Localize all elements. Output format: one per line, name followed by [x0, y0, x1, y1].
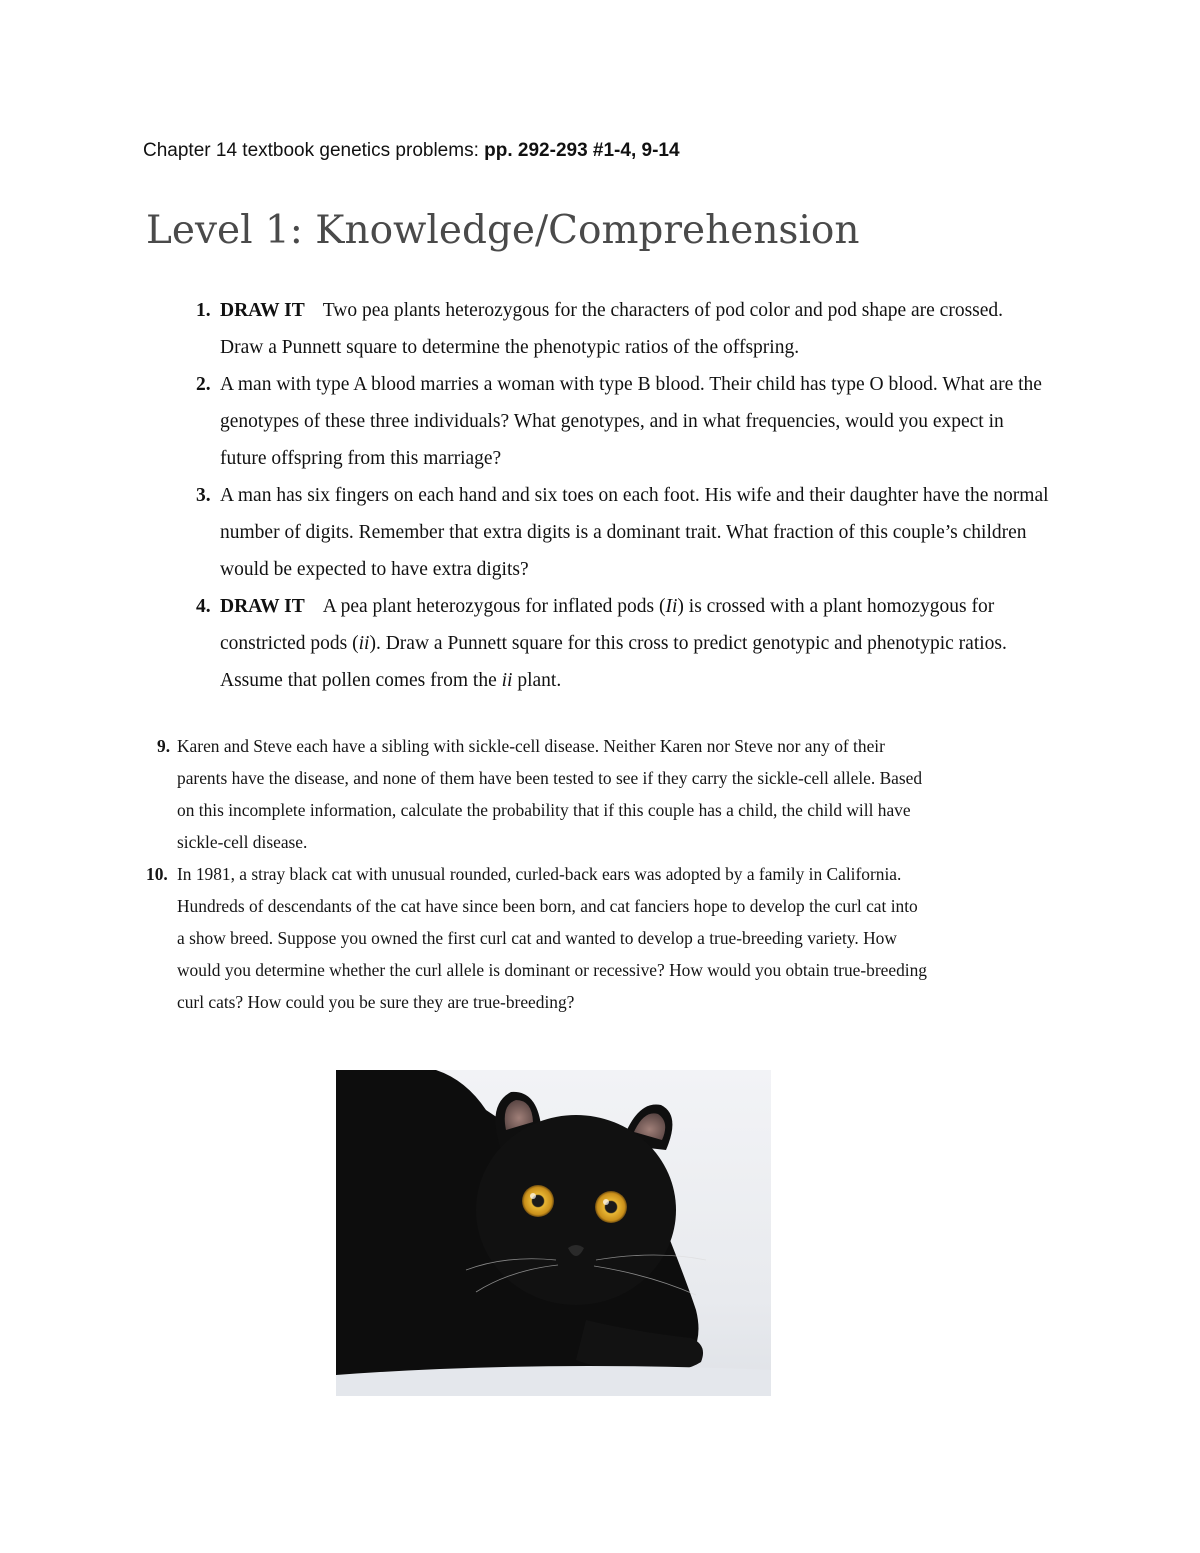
question-number: 1.	[196, 300, 211, 321]
question-3	[0, 477, 1050, 588]
assignment-header	[143, 140, 680, 162]
curl-cat-icon	[336, 1070, 771, 1396]
genotype-label: ii	[501, 670, 513, 691]
question-text: In 1981, a stray black cat with unusual rounded, curled-back ears was adopted by a family in California. Hundreds of descendants of the cat have since been born, and cat fanciers hope to develop the curl cat into a show breed. Suppose you owned the first curl cat and wanted to develop a true-breeding variety. How would you determine whether the curl allele is dominant or recessive? How would you obtain true-breeding curl cats? How could you be sure they are true-breeding?	[177, 864, 927, 1012]
question-text-a: A pea plant heterozygous for inflated pods (	[322, 596, 666, 617]
question-text: Two pea plants heterozygous for the characters of pod color and pod shape are crossed. Draw a Punnett square to determine the phenotypic ratios of the offspring.	[220, 300, 1004, 358]
question-text: A man with type A blood marries a woman with type B blood. Their child has type O blood. What are the genotypes of these three individuals? What genotypes, and in what frequencies, would you expect in future offspring from this marriage?	[220, 374, 1042, 469]
question-text: A man has six fingers on each hand and six toes on each foot. His wife and their daughter have the normal number of digits. Remember that extra digits is a dominant trait. What fraction of this couple’s children would be expected to have extra digits?	[220, 485, 1049, 580]
question-2	[0, 366, 1050, 477]
question-list-level1	[0, 292, 1200, 699]
question-10	[0, 858, 927, 1018]
header-prefix: Chapter 14 textbook genetics problems:	[143, 140, 479, 161]
question-number: 9.	[157, 736, 171, 756]
question-text-b: ) is crossed with a plant homozygous for constricted pods (	[220, 596, 995, 654]
draw-it-tag: DRAW IT	[220, 596, 305, 617]
level-title: Level 1: Knowledge/Comprehension	[146, 208, 860, 253]
header-pages: pp. 292-293 #1-4, 9-14	[484, 140, 680, 161]
question-number: 2.	[196, 374, 211, 395]
question-9	[0, 730, 927, 858]
question-number: 10.	[146, 864, 168, 884]
question-1	[0, 292, 1050, 366]
curl-cat-photo	[336, 1070, 771, 1396]
genotype-label: Ii	[665, 596, 678, 617]
question-list-more	[0, 730, 1200, 1018]
draw-it-tag: DRAW IT	[220, 300, 305, 321]
question-text: Karen and Steve each have a sibling with sickle-cell disease. Neither Karen nor Steve nor any of their parents have the disease, and none of them have been tested to see if they carry the sickle-cell allele. Based on this incomplete information, calculate the probability that if this couple has a child, the child will have sickle-cell disease.	[177, 736, 923, 852]
genotype-label: ii	[358, 633, 370, 654]
question-number: 4.	[196, 596, 211, 617]
question-text-c: ). Draw a Punnett square for this cross to predict genotypic and phenotypic ratios. Assume that pollen comes from the	[220, 633, 1007, 691]
question-number: 3.	[196, 485, 211, 506]
question-4	[0, 588, 1050, 699]
question-text-d: plant.	[512, 670, 562, 691]
